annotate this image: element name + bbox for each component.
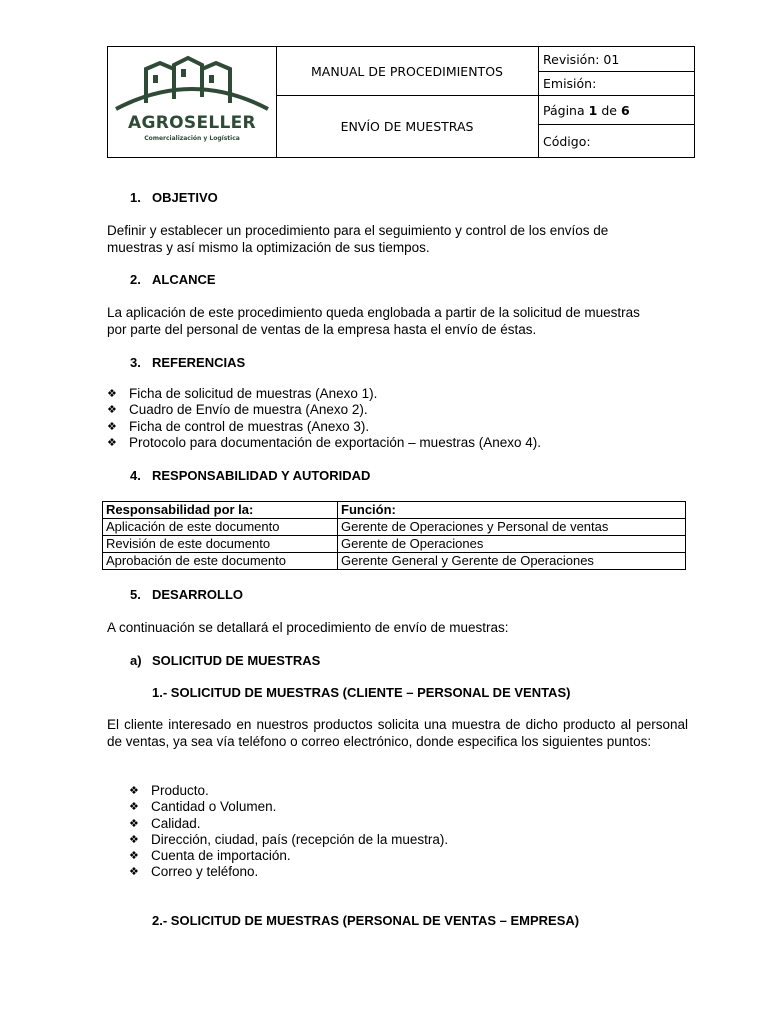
bullet-icon: ❖ [107, 419, 117, 433]
document-header [107, 46, 695, 158]
section-number: 1. [130, 190, 141, 205]
section-heading-objetivo [130, 190, 218, 205]
section-heading-referencias [130, 355, 245, 370]
codigo-field: Código: [543, 133, 591, 149]
responsabilidad-table [102, 501, 686, 570]
referencias-list [107, 386, 541, 451]
section-number: 5. [130, 587, 141, 602]
table-row [103, 519, 686, 536]
pagina-field [539, 96, 694, 125]
bullet-icon: ❖ [107, 387, 117, 400]
meta-cell [539, 47, 694, 157]
section-title: ALCANCE [152, 272, 216, 287]
logo-tagline: Comercialización y Logística [144, 135, 240, 142]
list-item [129, 848, 448, 864]
list-item-text: Calidad. [151, 815, 201, 831]
table-cell: Aprobación de este documento [103, 553, 338, 570]
emision-field: Emisión: [539, 72, 694, 96]
pagina-label: Página [543, 102, 585, 118]
subsection-title: SOLICITUD DE MUESTRAS [152, 653, 321, 668]
list-item-text: Cantidad o Volumen. [151, 799, 277, 815]
logo-cell [108, 47, 277, 157]
list-item-text: Cuenta de importación. [151, 848, 291, 864]
list-item [129, 783, 448, 799]
list-item [129, 864, 448, 880]
pagina-de: de [601, 102, 617, 118]
step1-points-list [129, 783, 448, 881]
list-item-text: Cuadro de Envío de muestra (Anexo 2). [129, 402, 368, 418]
list-item-text: Ficha de control de muestras (Anexo 3). [129, 418, 370, 434]
bullet-icon: ❖ [129, 832, 139, 846]
bullet-icon: ❖ [129, 800, 139, 814]
list-item-text: Correo y teléfono. [151, 864, 259, 880]
list-item-text: Dirección, ciudad, país (recepción de la muestra). [151, 831, 449, 847]
subsection-heading-a [130, 653, 320, 668]
step1-text: El cliente interesado en nuestros productos solicita una muestra de dicho producto al personal de ventas, ya sea vía teléfono o correo electrónico, donde especifica los siguientes puntos: [107, 717, 688, 749]
list-item [129, 816, 448, 832]
bullet-icon: ❖ [129, 865, 139, 879]
table-header-cell: Función: [338, 502, 686, 519]
list-item-text: Protocolo para documentación de exportación – muestras (Anexo 4). [129, 434, 541, 450]
table-cell: Gerente de Operaciones y Personal de ventas [338, 519, 686, 536]
table-cell: Revisión de este documento [103, 536, 338, 553]
table-row [103, 553, 686, 570]
section-number: 4. [130, 468, 141, 483]
manual-title: MANUAL DE PROCEDIMIENTOS [276, 47, 538, 96]
table-cell: Aplicación de este documento [103, 519, 338, 536]
document-title: ENVÍO DE MUESTRAS [340, 119, 474, 134]
list-item-text: Ficha de solicitud de muestras (Anexo 1). [129, 386, 378, 401]
section-number: 3. [130, 355, 141, 370]
list-item [107, 386, 541, 402]
desarrollo-intro: A continuación se detallará el procedimiento de envío de muestras: [107, 620, 509, 635]
revision-field: Revisión: 01 [539, 47, 694, 72]
step2-heading: 2.- SOLICITUD DE MUESTRAS (PERSONAL DE VENTAS – EMPRESA) [152, 913, 580, 928]
bullet-icon: ❖ [107, 403, 117, 417]
list-item [107, 435, 541, 451]
logo-name: AGROSELLER [128, 113, 256, 133]
section-heading-alcance [130, 272, 216, 287]
section-title: REFERENCIAS [152, 355, 246, 370]
objetivo-text: Definir y establecer un procedimiento para el seguimiento y control de los envíos de muestras y así mismo la optimización de sus tiempos. [107, 223, 609, 255]
list-item [107, 419, 541, 435]
bullet-icon: ❖ [107, 435, 117, 449]
pagina-number: 1 [588, 102, 598, 118]
bullet-icon: ❖ [129, 849, 139, 863]
list-item-text: Producto. [151, 783, 209, 798]
section-title: OBJETIVO [152, 190, 218, 205]
pagina-total: 6 [620, 102, 630, 118]
section-number: 2. [130, 272, 141, 287]
title-cell [276, 47, 539, 157]
section-title: DESARROLLO [152, 587, 243, 602]
table-row [103, 536, 686, 553]
table-cell: Gerente General y Gerente de Operaciones [338, 553, 686, 570]
list-item [129, 799, 448, 815]
list-item [129, 832, 448, 848]
section-heading-desarrollo [130, 587, 243, 602]
bullet-icon: ❖ [129, 816, 139, 830]
table-header-row [103, 502, 686, 519]
step1-heading: 1.- SOLICITUD DE MUESTRAS (CLIENTE – PERSONAL DE VENTAS) [152, 685, 571, 700]
list-item [107, 402, 541, 418]
subsection-letter: a) [130, 653, 142, 668]
bullet-icon: ❖ [129, 784, 139, 797]
section-title: RESPONSABILIDAD Y AUTORIDAD [152, 468, 371, 483]
table-cell: Gerente de Operaciones [338, 536, 686, 553]
section-heading-responsabilidad [130, 468, 370, 483]
alcance-text: La aplicación de este procedimiento queda englobada a partir de la solicitud de muestras por parte del personal de ventas de la empresa hasta el envío de éstas. [107, 305, 640, 337]
table-header-cell: Responsabilidad por la: [103, 502, 338, 519]
